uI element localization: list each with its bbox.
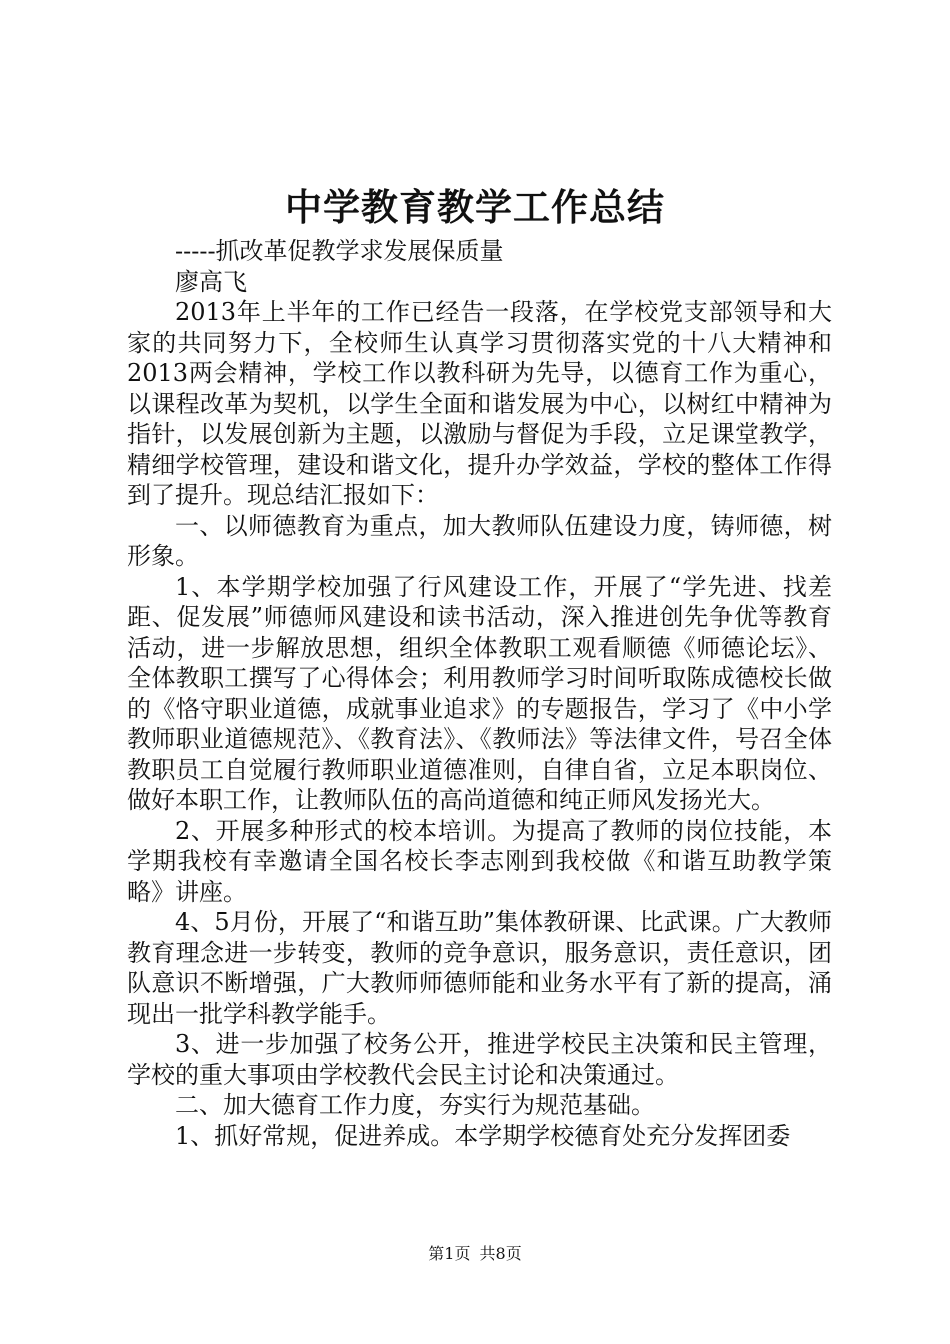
- document-subtitle: -----抓改革促教学求发展保质量: [175, 237, 504, 265]
- paragraph: 一、以师德教育为重点，加大教师队伍建设力度，铸师德，树形象。: [127, 511, 832, 570]
- document-title: 中学教育教学工作总结: [285, 186, 665, 229]
- paragraph: 2013年上半年的工作已经告一段落，在学校党支部领导和大家的共同努力下，全校师生认真学习贯彻落实党的十八大精神和2013两会精神，学校工作以教科研为先导，以德育工作为重心，以课程改革为契机，以学生全面和谐发展为中心，以树红中精神为指针，以发展创新为主题，以激励与督促为手段，立足课堂教学，精细学校管理，建设和谐文化，提升办学效益，学校的整体工作得到了提升。现总结汇报如下：: [127, 298, 832, 509]
- page-footer: [0, 1244, 950, 1264]
- paragraph: 1、本学期学校加强了行风建设工作，开展了“学先进、找差距、促发展”师德师风建设和读书活动，深入推进创先争优等教育活动，进一步解放思想，组织全体教职工观看顺德《师德论坛》、全体教职工撰写了心得体会；利用教师学习时间听取陈成德校长做的《恪守职业道德，成就事业追求》的专题报告，学习了《中小学教师职业道德规范》、《教育法》、《教师法》等法律文件，号召全体教职员工自觉履行教师职业道德准则，自律自省，立足本职岗位、做好本职工作，让教师队伍的高尚道德和纯正师风发扬光大。: [127, 572, 832, 814]
- paragraph: 3、进一步加强了校务公开，推进学校民主决策和民主管理，学校的重大事项由学校教代会民主讨论和决策通过。: [127, 1030, 832, 1089]
- paragraph: 4、5月份，开展了“和谐互助”集体教研课、比武课。广大教师教育理念进一步转变，教师的竞争意识，服务意识，责任意识，团队意识不断增强，广大教师师德师能和业务水平有了新的提高，涌现出一批学科教学能手。: [127, 908, 832, 1028]
- document-body: [127, 236, 832, 1151]
- document-author: 廖高飞: [175, 267, 247, 296]
- page-total: 共8页: [479, 1244, 522, 1263]
- paragraph: 1、抓好常规，促进养成。本学期学校德育处充分发挥团委: [175, 1121, 791, 1150]
- page-number: 第1页: [428, 1244, 471, 1263]
- paragraph: 二、加大德育工作力度，夯实行为规范基础。: [175, 1091, 655, 1119]
- paragraph: 2、开展多种形式的校本培训。为提高了教师的岗位技能，本学期我校有幸邀请全国名校长李志刚到我校做《和谐互助教学策略》讲座。: [127, 816, 832, 906]
